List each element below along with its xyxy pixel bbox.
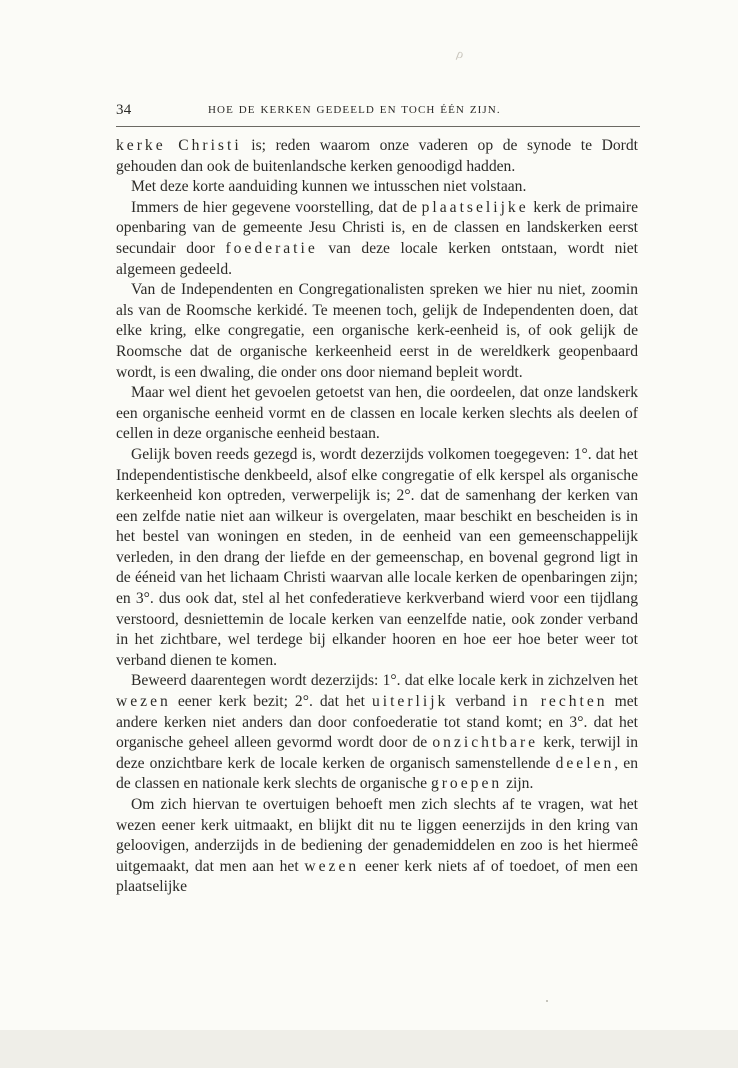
text-run: Immers de hier gegevene voorstelling, dat de [131, 198, 422, 216]
text-run: kerk de primaire openbaring van de gemeente Jesu Christi is, en de classen en landskerken eerst secundair door [116, 198, 638, 257]
spaced-emphasis: plaatselijke [421, 198, 529, 216]
body-text [116, 136, 638, 898]
text-run: verband [448, 693, 513, 711]
spaced-emphasis: wezen [116, 693, 171, 711]
text-run: Beweerd daarentegen wordt dezerzijds: 1°. dat elke locale kerk in zichzelven het [131, 672, 638, 690]
scan-smudge-mark: ρ [454, 45, 467, 62]
paragraph [116, 383, 638, 445]
paragraph [116, 671, 638, 795]
text-run: Van de Independenten en Congregationalisten spreken we hier nu niet, zoomin als van de Roomsche kerkidé. Te meenen toch, gelijk de Independenten doen, dat elke kring, elke congregatie, een organische kerk-eenheid is, of ook gelijk de Roomsche dat de organische kerkeenheid eerst in de wereldkerk geopenbaard wordt, is een dwaling, die onder ons door niemand bepleit wordt. [116, 281, 638, 381]
paragraph [116, 177, 638, 198]
text-run: van deze locale kerken ontstaan, wordt niet algemeen gedeeld. [116, 239, 638, 278]
text-run: met andere kerken niet anders dan door confoederatie tot stand komt; en 3°. dat het organische geheel alleen gevormd wordt door de [116, 693, 638, 752]
text-run: zijn. [502, 775, 534, 793]
text-run: eener kerk niets af of toedoet, of men een plaatselijke [116, 857, 638, 896]
running-title: HOE DE KERKEN GEDEELD EN TOCH ÉÉN ZIJN. [208, 104, 501, 116]
spaced-emphasis: onzichtbare [432, 734, 539, 752]
text-run: eener kerk bezit; 2°. dat het [170, 693, 372, 711]
spaced-emphasis: wezen [304, 857, 360, 875]
paragraph [116, 280, 638, 383]
paragraph [116, 136, 638, 177]
text-run: kerk, terwijl in deze onzichtbare kerk de locale kerken de organisch samenstellende [116, 734, 638, 772]
text-run: Met deze korte aanduiding kunnen we intusschen niet volstaan. [131, 178, 527, 196]
spaced-emphasis: in rechten [512, 693, 608, 711]
spaced-emphasis: deelen [555, 754, 615, 772]
paragraph [116, 445, 638, 672]
spaced-emphasis: kerke Christi [116, 137, 242, 154]
text-run: , en de classen en nationale kerk slechts de organische [116, 754, 638, 793]
paragraph [116, 795, 638, 898]
page-number: 34 [116, 102, 132, 118]
header-rule [116, 126, 640, 127]
paragraph [116, 198, 638, 280]
spaced-emphasis: groepen [430, 775, 503, 793]
scan-bottom-margin [0, 1030, 738, 1068]
scan-speck [546, 1000, 548, 1002]
text-run: Om zich hiervan te overtuigen behoeft men zich slechts af te vragen, wat het wezen eener kerk uitmaakt, en blijkt dit nu te liggen eenerzijds in den kring van geloovigen, anderzijds in de bediening der genademiddelen en zoo is het hiermeê uitgemaakt, dat men aan het [116, 796, 638, 875]
text-run: Gelijk boven reeds gezegd is, wordt dezerzijds volkomen toegegeven: 1°. dat het Independentistische denkbeeld, alsof elke congregatie of elk kerspel als organische kerkeenheid kon optreden, verwerpelijk is; 2°. dat de samenhang der kerken van een zelfde natie niet aan wilkeur is overgelaten, maar beschikt en bescheiden is in het bestel van woningen en steden, in de eenheid van een gemeenschappelijk verleden, in den drang der liefde en der gemeenschap, en bovenal gegrond ligt in de ééneid van het lichaam Christi waarvan alle locale kerken de openbaringen zijn; en 3°. dus ook dat, stel al het confederatieve kerkverband wierd voor een tijdlang verstoord, desniettemin de locale kerken van eenzelfde natie, ook zonder verband in het zichtbare, wel terdege bij elkander hooren en hoe eer hoe beter weer tot verband dienen te komen. [116, 445, 638, 669]
text-run: Maar wel dient het gevoelen getoetst van hen, die oordeelen, dat onze landskerk een organische eenheid vormt en de classen en locale kerken slechts als deelen of cellen in deze organische eenheid bestaan. [116, 384, 638, 443]
page-header [116, 102, 640, 124]
spaced-emphasis: foederatie [225, 239, 318, 257]
spaced-emphasis: uiterlijk [371, 693, 449, 711]
text-run: is; reden waarom onze vaderen op de synode te Dordt gehouden dan ook de buitenlandsche kerken genoodigd hadden. [116, 137, 638, 175]
